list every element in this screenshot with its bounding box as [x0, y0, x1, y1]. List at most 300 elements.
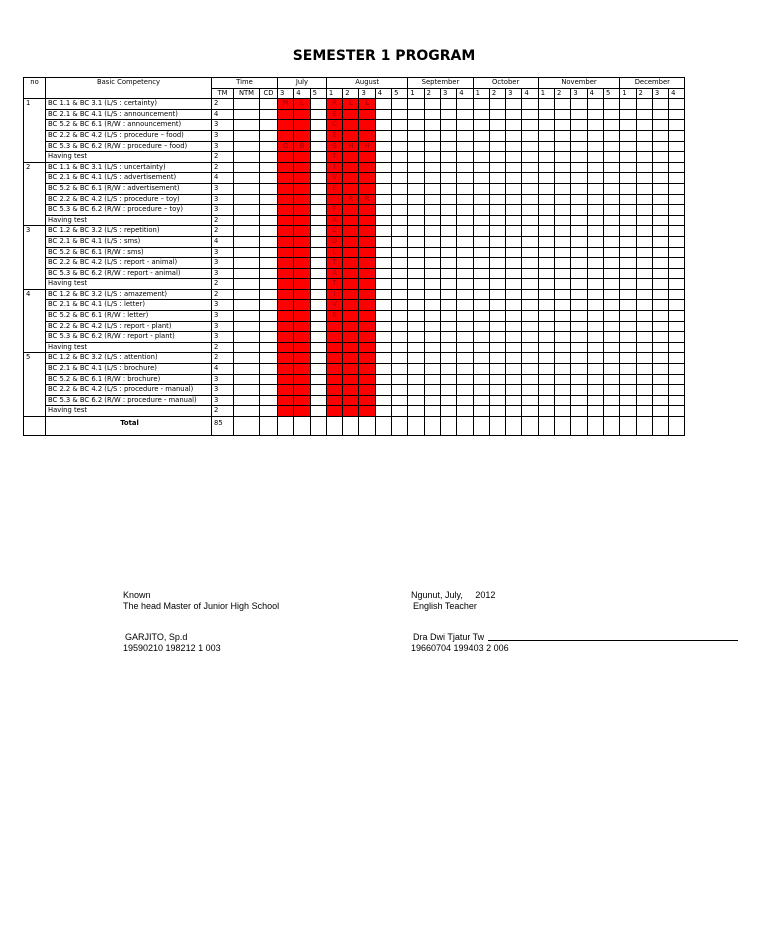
week-cell [636, 162, 652, 173]
week-cell [587, 205, 603, 216]
ntm-cell [234, 152, 260, 163]
week-cell [473, 289, 489, 300]
row-number [24, 130, 46, 141]
week-cell [424, 152, 440, 163]
table-row [24, 99, 685, 110]
week-cell [440, 374, 456, 385]
ntm-cell [234, 130, 260, 141]
week-cell [473, 120, 489, 131]
highlighted-week-cell [294, 311, 310, 322]
ntm-cell [234, 374, 260, 385]
tm-cell: 2 [212, 342, 234, 353]
tm-cell: 3 [212, 194, 234, 205]
week-cell [424, 289, 440, 300]
week-cell [489, 385, 505, 396]
week-cell [506, 289, 522, 300]
cd-cell [260, 162, 278, 173]
highlighted-week-cell: I [326, 289, 342, 300]
week-cell [408, 109, 424, 120]
week-cell [555, 321, 571, 332]
teacher-id: 19660704 199403 2 006 [411, 643, 509, 653]
row-number [24, 205, 46, 216]
table-row [24, 311, 685, 322]
week-cell [555, 215, 571, 226]
week-cell [440, 236, 456, 247]
week-cell [440, 406, 456, 417]
highlighted-week-cell [343, 162, 359, 173]
week-cell [620, 120, 636, 131]
week-cell [636, 332, 652, 343]
week-cell [538, 236, 554, 247]
week-cell [506, 364, 522, 375]
table-row [24, 152, 685, 163]
week-cell [538, 162, 554, 173]
week-cell [538, 289, 554, 300]
week-cell [473, 205, 489, 216]
week-cell [538, 120, 554, 131]
week-cell [489, 162, 505, 173]
highlighted-week-cell [278, 353, 294, 364]
week-cell [424, 183, 440, 194]
highlighted-week-cell [294, 194, 310, 205]
week-cell [375, 289, 391, 300]
week-cell [440, 247, 456, 258]
week-cell [669, 300, 685, 311]
week-cell [571, 406, 587, 417]
semester-program-table [23, 77, 685, 436]
week-cell [489, 215, 505, 226]
highlighted-week-cell [343, 183, 359, 194]
week-cell [652, 109, 668, 120]
week-cell [440, 226, 456, 237]
week-cell [587, 342, 603, 353]
col-header-no: no [24, 78, 46, 99]
week-cell [506, 215, 522, 226]
ntm-cell [234, 226, 260, 237]
week-cell [392, 258, 408, 269]
week-cell [440, 258, 456, 269]
week-cell [538, 141, 554, 152]
week-cell [457, 311, 473, 322]
week-cell [669, 99, 685, 110]
cd-cell [260, 130, 278, 141]
week-header: 4 [522, 88, 538, 99]
week-cell [457, 395, 473, 406]
week-cell [620, 183, 636, 194]
table-row [24, 205, 685, 216]
highlighted-week-cell [278, 342, 294, 353]
week-cell [652, 226, 668, 237]
week-cell [489, 205, 505, 216]
week-cell [424, 247, 440, 258]
week-cell [669, 374, 685, 385]
week-cell [669, 289, 685, 300]
tm-cell: 3 [212, 321, 234, 332]
ntm-cell [234, 215, 260, 226]
table-row [24, 162, 685, 173]
week-cell [555, 385, 571, 396]
week-cell [669, 152, 685, 163]
week-cell [310, 385, 326, 396]
week-cell [603, 247, 619, 258]
week-header: 3 [359, 88, 375, 99]
week-cell [392, 279, 408, 290]
week-cell [636, 300, 652, 311]
cd-cell [260, 279, 278, 290]
highlighted-week-cell [326, 353, 342, 364]
week-cell [636, 152, 652, 163]
week-cell [571, 152, 587, 163]
week-cell [620, 205, 636, 216]
week-cell [620, 109, 636, 120]
week-cell [555, 342, 571, 353]
week-cell [522, 226, 538, 237]
week-cell [522, 120, 538, 131]
highlighted-week-cell [359, 321, 375, 332]
ntm-cell [234, 109, 260, 120]
week-cell [587, 247, 603, 258]
highlighted-week-cell [343, 268, 359, 279]
week-cell [457, 183, 473, 194]
basic-competency-cell: BC 2.2 & BC 4.2 (L/S : procedure – toy) [46, 194, 212, 205]
week-cell [457, 226, 473, 237]
week-cell [555, 194, 571, 205]
week-cell [424, 162, 440, 173]
highlighted-week-cell [326, 342, 342, 353]
week-cell [392, 130, 408, 141]
week-cell [392, 332, 408, 343]
ntm-cell [234, 183, 260, 194]
week-cell [424, 130, 440, 141]
cd-cell [260, 332, 278, 343]
highlighted-week-cell [326, 395, 342, 406]
week-header: 4 [457, 88, 473, 99]
highlighted-week-cell [359, 311, 375, 322]
cd-cell [260, 120, 278, 131]
week-cell [408, 120, 424, 131]
week-cell [310, 141, 326, 152]
week-cell [440, 300, 456, 311]
week-cell [620, 289, 636, 300]
week-cell [571, 342, 587, 353]
week-cell [571, 130, 587, 141]
highlighted-week-cell [359, 395, 375, 406]
week-cell [440, 130, 456, 141]
week-cell [538, 194, 554, 205]
row-number [24, 152, 46, 163]
total-week-cell [310, 417, 326, 436]
total-week-cell [506, 417, 522, 436]
total-week-cell [294, 417, 310, 436]
highlighted-week-cell: A [326, 215, 342, 226]
week-cell [457, 374, 473, 385]
week-header: 2 [424, 88, 440, 99]
highlighted-week-cell [343, 215, 359, 226]
week-cell [603, 300, 619, 311]
highlighted-week-cell [294, 289, 310, 300]
row-number [24, 236, 46, 247]
week-cell [620, 99, 636, 110]
week-cell [375, 385, 391, 396]
highlighted-week-cell [343, 311, 359, 322]
week-cell [375, 406, 391, 417]
row-number [24, 215, 46, 226]
week-cell [669, 173, 685, 184]
table-row [24, 406, 685, 417]
week-cell [571, 395, 587, 406]
week-cell [408, 300, 424, 311]
basic-competency-cell: BC 5.2 & BC 6.1 (R/W : letter) [46, 311, 212, 322]
row-number: 5 [24, 353, 46, 364]
week-cell [310, 152, 326, 163]
table-row [24, 395, 685, 406]
week-cell [392, 395, 408, 406]
week-cell [555, 364, 571, 375]
week-cell [424, 385, 440, 396]
week-cell [538, 311, 554, 322]
week-cell [506, 162, 522, 173]
week-cell [440, 99, 456, 110]
highlighted-week-cell [359, 120, 375, 131]
highlighted-week-cell [294, 205, 310, 216]
week-cell [652, 406, 668, 417]
week-cell [555, 258, 571, 269]
basic-competency-cell: BC 5.2 & BC 6.1 (R/W : sms) [46, 247, 212, 258]
total-week-cell [392, 417, 408, 436]
highlighted-week-cell: L [359, 99, 375, 110]
basic-competency-cell: BC 5.2 & BC 6.1 (R/W : advertisement) [46, 183, 212, 194]
highlighted-week-cell [278, 226, 294, 237]
week-cell [620, 279, 636, 290]
week-cell [669, 215, 685, 226]
week-cell [555, 353, 571, 364]
week-cell [457, 342, 473, 353]
table-row [24, 385, 685, 396]
week-cell [522, 332, 538, 343]
week-cell [636, 99, 652, 110]
highlighted-week-cell [278, 364, 294, 375]
week-cell [392, 385, 408, 396]
highlighted-week-cell [359, 289, 375, 300]
week-cell [636, 279, 652, 290]
week-cell [669, 194, 685, 205]
week-cell [310, 289, 326, 300]
week-cell [587, 152, 603, 163]
ntm-cell [234, 141, 260, 152]
highlighted-week-cell [359, 205, 375, 216]
highlighted-week-cell [359, 332, 375, 343]
highlighted-week-cell [326, 364, 342, 375]
highlighted-week-cell: T [326, 279, 342, 290]
week-cell [506, 183, 522, 194]
week-cell [652, 289, 668, 300]
highlighted-week-cell [343, 300, 359, 311]
week-cell [652, 374, 668, 385]
table-row [24, 226, 685, 237]
week-cell [538, 130, 554, 141]
week-cell [392, 226, 408, 237]
week-header: 3 [506, 88, 522, 99]
week-header: 5 [310, 88, 326, 99]
highlighted-week-cell [294, 321, 310, 332]
week-cell [652, 236, 668, 247]
week-cell [457, 141, 473, 152]
week-cell [571, 289, 587, 300]
ntm-cell [234, 406, 260, 417]
week-cell [538, 374, 554, 385]
highlighted-week-cell: U [326, 236, 342, 247]
week-cell [392, 374, 408, 385]
week-cell [555, 109, 571, 120]
week-cell [522, 194, 538, 205]
week-cell [603, 258, 619, 269]
week-cell [375, 342, 391, 353]
week-cell [489, 130, 505, 141]
week-cell [310, 120, 326, 131]
week-cell [587, 194, 603, 205]
week-cell [636, 258, 652, 269]
tm-cell: 4 [212, 364, 234, 375]
week-cell [603, 353, 619, 364]
week-cell [506, 141, 522, 152]
highlighted-week-cell [343, 364, 359, 375]
highlighted-week-cell [343, 205, 359, 216]
week-cell [652, 215, 668, 226]
basic-competency-cell: Having test [46, 406, 212, 417]
week-cell [457, 364, 473, 375]
signature-line [488, 640, 738, 641]
week-cell [408, 215, 424, 226]
week-cell [587, 268, 603, 279]
week-cell [603, 130, 619, 141]
week-cell [489, 332, 505, 343]
week-cell [555, 332, 571, 343]
headmaster-id: 19590210 198212 1 003 [123, 643, 221, 653]
week-cell [669, 321, 685, 332]
week-cell [473, 183, 489, 194]
month-header: August [326, 78, 407, 89]
week-cell [603, 332, 619, 343]
week-cell [603, 205, 619, 216]
week-cell [555, 152, 571, 163]
table-row [24, 120, 685, 131]
highlighted-week-cell [278, 385, 294, 396]
highlighted-week-cell [359, 162, 375, 173]
highlighted-week-cell: A [326, 268, 342, 279]
cd-cell [260, 194, 278, 205]
tm-cell: 2 [212, 226, 234, 237]
week-cell [506, 236, 522, 247]
week-cell [636, 226, 652, 237]
highlighted-week-cell [343, 109, 359, 120]
cd-cell [260, 395, 278, 406]
week-cell [555, 374, 571, 385]
week-cell [571, 183, 587, 194]
week-cell [522, 130, 538, 141]
week-cell [408, 141, 424, 152]
week-cell [620, 321, 636, 332]
week-cell [571, 162, 587, 173]
week-cell [424, 321, 440, 332]
week-cell [489, 279, 505, 290]
cd-cell [260, 385, 278, 396]
week-cell [636, 406, 652, 417]
week-cell [603, 364, 619, 375]
table-row [24, 300, 685, 311]
week-cell [457, 109, 473, 120]
week-cell [408, 279, 424, 290]
week-cell [620, 342, 636, 353]
week-cell [440, 173, 456, 184]
week-cell [620, 130, 636, 141]
table-row [24, 374, 685, 385]
page-title: SEMESTER 1 PROGRAM [292, 48, 476, 64]
highlighted-week-cell [294, 268, 310, 279]
week-cell [408, 364, 424, 375]
week-cell [571, 332, 587, 343]
week-cell [603, 311, 619, 322]
basic-competency-cell: BC 2.1 & BC 4.1 (L/S : brochure) [46, 364, 212, 375]
known-label: Known [123, 590, 151, 600]
week-cell [506, 194, 522, 205]
week-cell [392, 342, 408, 353]
week-cell [440, 321, 456, 332]
highlighted-week-cell: H [343, 141, 359, 152]
table-row [24, 236, 685, 247]
highlighted-week-cell [326, 406, 342, 417]
total-week-cell [587, 417, 603, 436]
week-cell [522, 258, 538, 269]
week-cell [408, 226, 424, 237]
week-cell [473, 300, 489, 311]
week-cell [652, 395, 668, 406]
cd-cell [260, 236, 278, 247]
week-cell [522, 215, 538, 226]
week-cell [538, 258, 554, 269]
ntm-cell [234, 162, 260, 173]
week-header: 4 [294, 88, 310, 99]
ntm-cell [234, 194, 260, 205]
week-cell [440, 279, 456, 290]
tm-cell: 2 [212, 152, 234, 163]
week-cell [440, 311, 456, 322]
highlighted-week-cell [326, 385, 342, 396]
basic-competency-cell: BC 2.2 & BC 4.2 (L/S : procedure – food) [46, 130, 212, 141]
week-cell [587, 99, 603, 110]
row-number [24, 183, 46, 194]
week-cell [555, 141, 571, 152]
tm-cell: 3 [212, 374, 234, 385]
week-cell [310, 342, 326, 353]
week-cell [310, 311, 326, 322]
week-cell [408, 268, 424, 279]
week-cell [522, 311, 538, 322]
week-cell [310, 395, 326, 406]
week-cell [310, 162, 326, 173]
week-cell [424, 226, 440, 237]
week-header: 3 [278, 88, 294, 99]
row-number [24, 247, 46, 258]
week-cell [571, 236, 587, 247]
week-cell [506, 173, 522, 184]
week-cell [522, 321, 538, 332]
highlighted-week-cell [359, 215, 375, 226]
ntm-cell [234, 342, 260, 353]
week-cell [489, 109, 505, 120]
week-cell [473, 109, 489, 120]
week-cell [310, 268, 326, 279]
highlighted-week-cell [326, 374, 342, 385]
